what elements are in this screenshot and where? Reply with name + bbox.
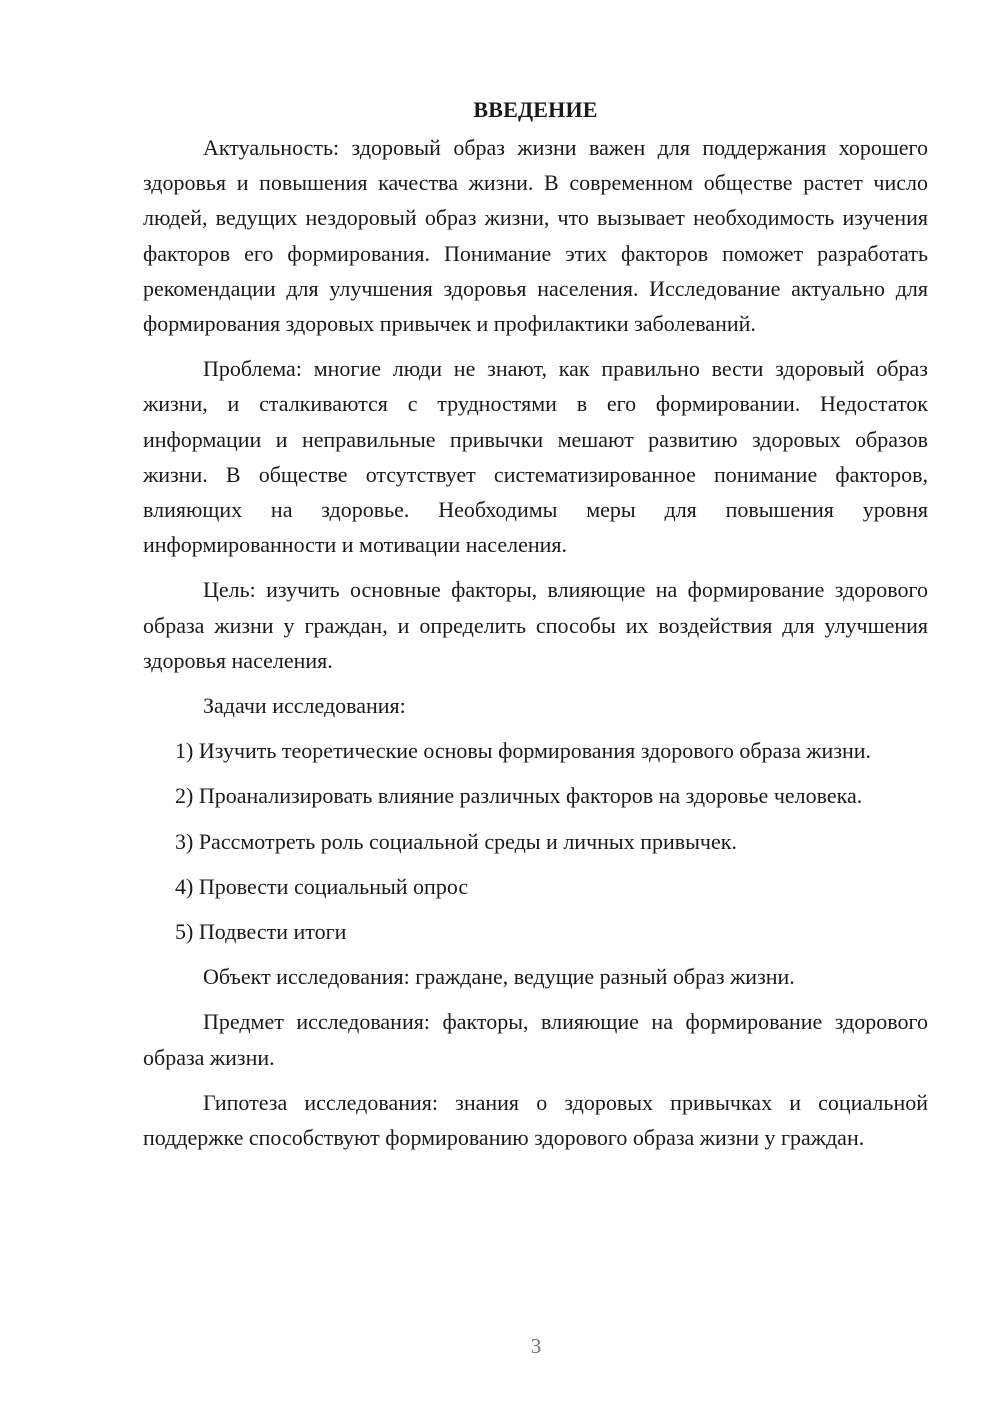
task-item-4: 4) Провести социальный опрос xyxy=(175,873,469,899)
paragraph-goal: Цель: изучить основные факторы, влияющие на формирование здорового образа жизни у граждан, и определить способы их воздействия для улучшения здоровья населения. xyxy=(143,577,928,673)
paragraph-problem: Проблема: многие люди не знают, как правильно вести здоровый образ жизни, и сталкиваются с трудностями в его формировании. Недостаток информации и неправильные привычки мешают развитию здоровых образов жизни. В обществе отсутствует систематизированное понимание факторов, влияющих на здоровье. Необходимы меры для повышения уровня информированности и мотивации населения. xyxy=(143,356,928,558)
paragraph-subject: Предмет исследования: факторы, влияющие на формирование здорового образа жизни. xyxy=(143,1009,928,1070)
document-page xyxy=(143,92,928,1165)
task-item-3: 3) Рассмотреть роль социальной среды и личных привычек. xyxy=(175,828,737,854)
paragraph-object: Объект исследования: граждане, ведущие разный образ жизни. xyxy=(203,964,795,990)
paragraph-relevance: Актуальность: здоровый образ жизни важен для поддержания хорошего здоровья и повышения качества жизни. В современном обществе растет число людей, ведущих нездоровый образ жизни, что вызывает необходимость изучения факторов его формирования. Понимание этих факторов поможет разработать рекомендации для улучшения здоровья населения. Исследование актуально для формирования здоровых привычек и профилактики заболеваний. xyxy=(143,135,928,337)
page-number: 3 xyxy=(530,1334,542,1358)
task-item-1: 1) Изучить теоретические основы формирования здорового образа жизни. xyxy=(175,738,872,764)
document-title: ВВЕДЕНИЕ xyxy=(473,97,598,122)
task-item-2: 2) Проанализировать влияние различных факторов на здоровье человека. xyxy=(175,783,863,809)
task-item-5: 5) Подвести итоги xyxy=(175,919,347,945)
tasks-heading: Задачи исследования: xyxy=(203,693,406,719)
paragraph-hypothesis: Гипотеза исследования: знания о здоровых привычках и социальной поддержке способствуют формированию здорового образа жизни у граждан. xyxy=(143,1089,928,1151)
